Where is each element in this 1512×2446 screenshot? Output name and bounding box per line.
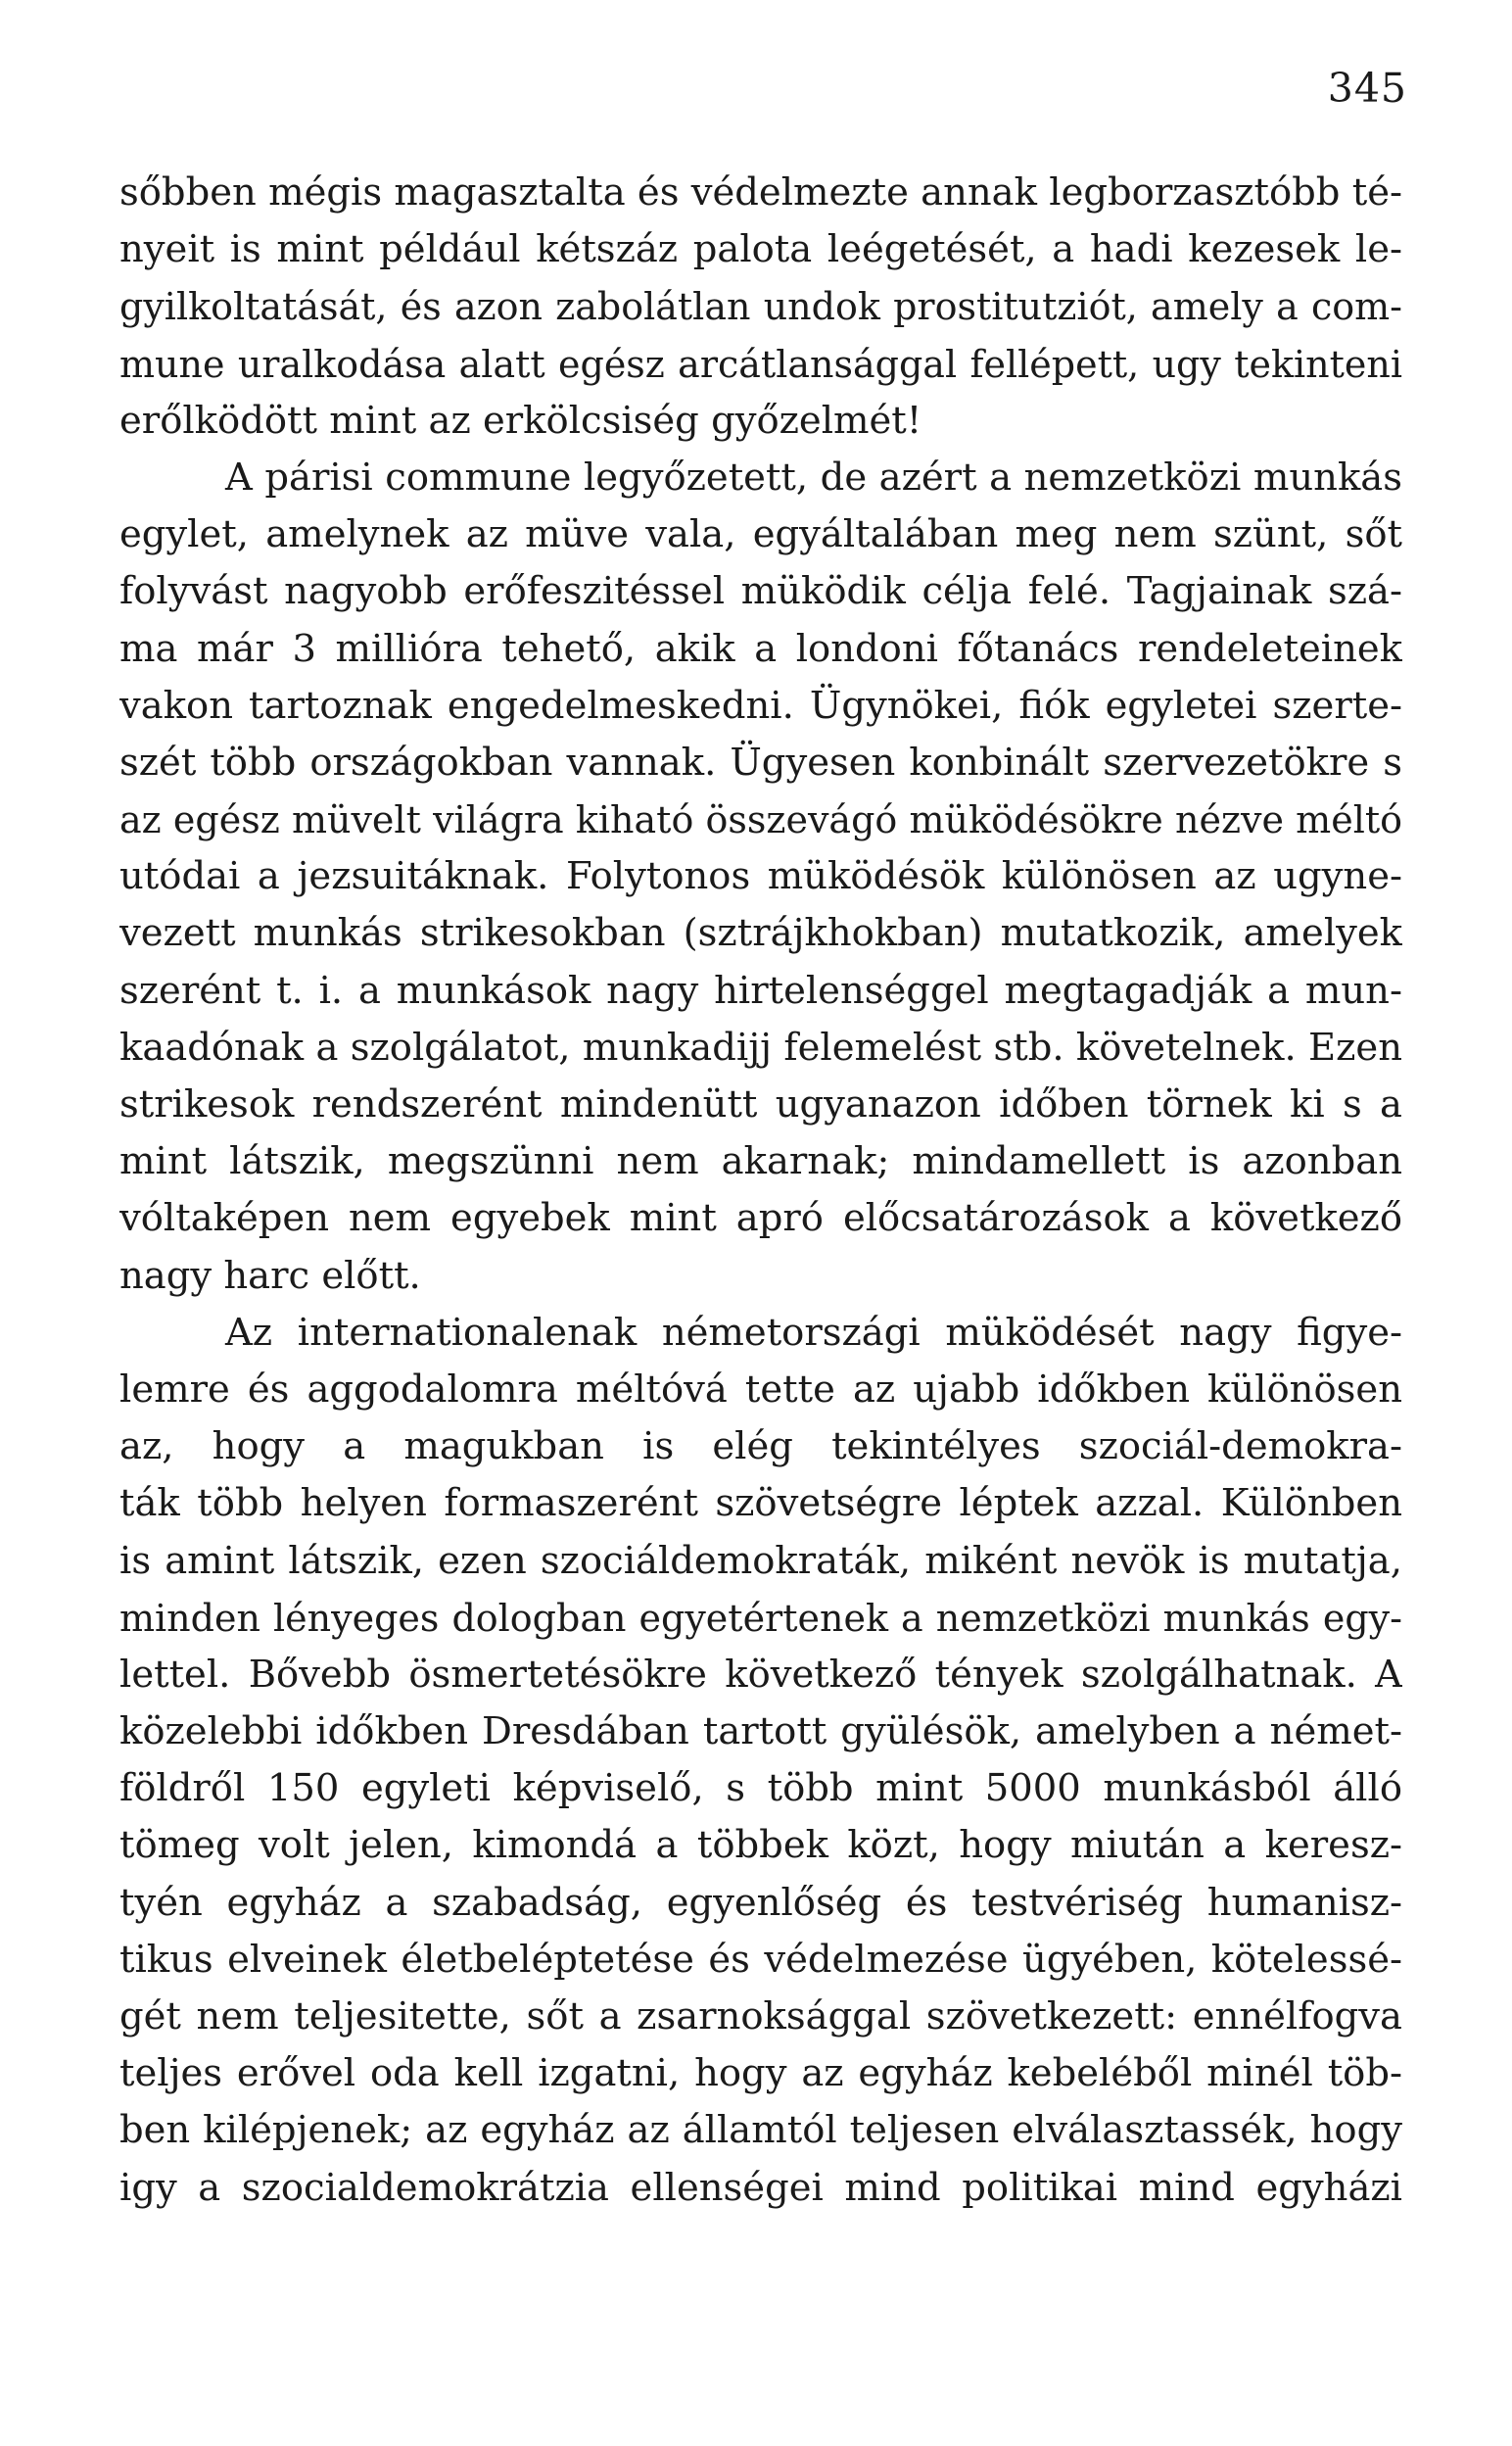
text-line: folyvást nagyobb erőfeszitéssel müködik célja felé. Tagjainak szá- — [119, 569, 1402, 614]
text-line: Az internationalenak németországi müködését nagy figye- — [225, 1310, 1402, 1355]
text-line: is amint látszik, ezen szociáldemokraták, miként nevök is mutatja, — [119, 1538, 1402, 1583]
text-block — [119, 165, 1402, 2217]
text-line: vóltaképen nem egyebek mint apró előcsatározások a következő — [119, 1196, 1402, 1241]
text-line: ben kilépjenek; az egyház az államtól teljesen elválasztassék, hogy — [119, 2108, 1402, 2153]
text-line: tyén egyház a szabadság, egyenlőség és testvériség humanisz- — [119, 1880, 1402, 1925]
text-line: minden lényeges dologban egyetértenek a nemzetközi munkás egy- — [119, 1596, 1402, 1640]
text-line: szerént t. i. a munkások nagy hirtelenséggel megtagadják a mun- — [119, 968, 1402, 1013]
text-line: A párisi commune legyőzetett, de azért a nemzetközi munkás — [225, 455, 1402, 500]
text-line: gyilkoltatását, és azon zabolátlan undok prostitutziót, amely a com- — [119, 285, 1402, 329]
text-line: közelebbi időkben Dresdában tartott gyülésök, amelyben a német- — [119, 1709, 1402, 1754]
text-line: strikesok rendszerént mindenütt ugyanazon időben törnek ki s a — [119, 1082, 1402, 1127]
text-line: földről 150 egyleti képviselő, s több mint 5000 munkásból álló — [119, 1766, 1402, 1811]
text-line: teljes erővel oda kell izgatni, hogy az egyház kebeléből minél töb- — [119, 2051, 1402, 2096]
text-line: kaadónak a szolgálatot, munkadijj felemelést stb. követelnek. Ezen — [119, 1025, 1402, 1070]
text-line: utódai a jezsuitáknak. Folytonos müködésök különösen az ugyne- — [119, 854, 1402, 899]
text-line: nagy harc előtt. — [119, 1253, 421, 1298]
text-line: tömeg volt jelen, kimondá a többek közt, hogy miután a keresz- — [119, 1823, 1402, 1868]
text-line: tikus elveinek életbeléptetése és védelmezése ügyében, kötelessé- — [119, 1937, 1402, 1982]
text-line: ma már 3 millióra tehető, akik a londoni főtanács rendeleteinek — [119, 626, 1402, 671]
text-line: sőbben mégis magasztalta és védelmezte annak legborzasztóbb té- — [119, 170, 1402, 215]
text-line: igy a szocialdemokrátzia ellenségei mind politikai mind egyházi — [119, 2165, 1402, 2210]
text-line: erőlködött mint az erkölcsiség győzelmét! — [119, 398, 922, 443]
text-line: lettel. Bővebb ösmertetésökre következő tények szolgálhatnak. A — [119, 1652, 1402, 1697]
text-line: mune uralkodása alatt egész arcátlansággal fellépett, ugy tekinteni — [119, 342, 1402, 386]
text-line: az egész müvelt világra kiható összevágó müködésökre nézve méltó — [119, 798, 1402, 842]
text-line: nyeit is mint például kétszáz palota leégetését, a hadi kezesek le- — [119, 227, 1402, 272]
text-line: mint látszik, megszünni nem akarnak; mindamellett is azonban — [119, 1139, 1402, 1184]
text-line: szét több országokban vannak. Ügyesen konbinált szervezetökre s — [119, 740, 1402, 785]
text-line: vakon tartoznak engedelmeskedni. Ügynökei, fiók egyletei szerte- — [119, 683, 1402, 728]
text-line: az, hogy a magukban is elég tekintélyes szociál-demokra- — [119, 1424, 1402, 1469]
text-line: gét nem teljesitette, sőt a zsarnoksággal szövetkezett: ennélfogva — [119, 1994, 1402, 2038]
page-number: 345 — [1327, 65, 1407, 112]
text-line: vezett munkás strikesokban (sztrájkhokban) mutatkozik, amelyek — [119, 911, 1402, 956]
text-line: egylet, amelynek az müve vala, egyáltalában meg nem szünt, sőt — [119, 512, 1402, 557]
text-line: lemre és aggodalomra méltóvá tette az ujabb időkben különösen — [119, 1367, 1402, 1412]
text-line: ták több helyen formaszerént szövetségre léptek azzal. Különben — [119, 1481, 1402, 1526]
